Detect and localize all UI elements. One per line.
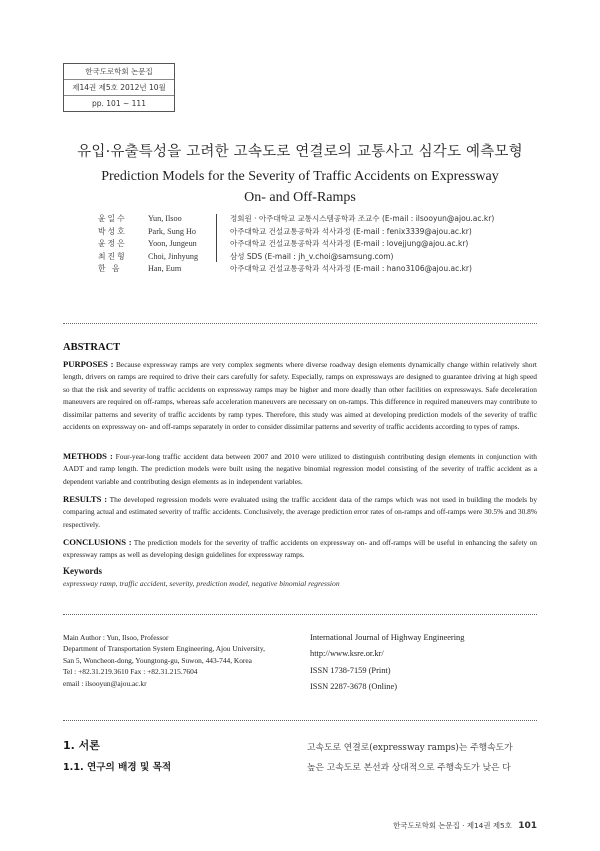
author-affiliations bbox=[230, 213, 494, 276]
journal-publication-info bbox=[310, 630, 464, 696]
abstract-results bbox=[63, 493, 537, 531]
main-author-line: Department of Transportation System Engineering, Ajou University, bbox=[63, 644, 265, 654]
author-affiliation: 아주대학교 건설교통공학과 석사과정 (E-mail : lovejjung@ajou.ac.kr) bbox=[230, 239, 469, 249]
author-kr: 한 음 bbox=[98, 264, 122, 274]
author-divider bbox=[216, 214, 217, 262]
body-text-line: 높은 고속도로 본선과 상대적으로 주행속도가 낮은 다 bbox=[307, 763, 511, 773]
author-kr: 박성호 bbox=[98, 226, 127, 236]
footer-journal-text: 한국도로학회 논문집 · 제14권 제5호 bbox=[393, 821, 512, 830]
title-english bbox=[0, 166, 600, 208]
keywords-heading: Keywords bbox=[63, 566, 102, 576]
author-kr: 윤정은 bbox=[98, 239, 127, 249]
page-number: 101 bbox=[518, 821, 537, 831]
main-author-info bbox=[63, 632, 265, 689]
abstract-purposes bbox=[63, 358, 537, 433]
section-heading: 1. 서론 bbox=[63, 739, 100, 752]
dotted-divider-body bbox=[63, 720, 537, 721]
body-text-line: 고속도로 연결로(expressway ramps)는 주행속도가 bbox=[307, 743, 513, 753]
abstract-conclusions bbox=[63, 536, 537, 562]
results-text: The developed regression models were evaluated using the traffic accident data of the ramps which was not used in building the models by comparing actual and estimated severity of traffic accidents. Conclusively, the average prediction error rates of on-ramps and off-ramps were 30.5% and 30.8% respectively. bbox=[63, 495, 538, 529]
author-en: Yoon, Jungeun bbox=[148, 239, 197, 249]
body-text bbox=[307, 738, 537, 778]
author-en: Choi, Jinhyung bbox=[148, 251, 199, 261]
author-en: Park, Sung Ho bbox=[148, 226, 196, 236]
subsection-heading: 1.1. 연구의 배경 및 목적 bbox=[63, 762, 172, 773]
methods-label: METHODS : bbox=[63, 451, 113, 461]
author-en: Yun, Ilsoo bbox=[148, 214, 182, 223]
title-english-line2: On- and Off-Ramps bbox=[244, 190, 356, 205]
journal-name: 한국도로학회 논문집 bbox=[64, 64, 174, 80]
author-affiliation: 아주대학교 건설교통공학과 석사과정 (E-mail : fenix3339@ajou.ac.kr) bbox=[230, 226, 472, 236]
title-english-line1: Prediction Models for the Severity of Traffic Accidents on Expressway bbox=[101, 169, 499, 184]
author-english-names bbox=[148, 213, 198, 276]
dotted-divider-top bbox=[63, 323, 537, 324]
main-author-line: San 5, Woncheon-dong, Youngtong-gu, Suwon, 443-744, Korea bbox=[63, 655, 252, 665]
journal-info-line: ISSN 2287-3678 (Online) bbox=[310, 682, 398, 692]
purposes-label: PURPOSES : bbox=[63, 359, 114, 369]
author-affiliation: 정회원 · 아주대학교 교통시스템공학과 조교수 (E-mail : ilsooyun@ajou.ac.kr) bbox=[230, 214, 495, 223]
abstract-methods bbox=[63, 450, 537, 488]
journal-info-line: ISSN 1738-7159 (Print) bbox=[310, 665, 391, 675]
author-affiliation: 아주대학교 건설교통공학과 석사과정 (E-mail : hano3106@ajou.ac.kr) bbox=[230, 264, 472, 274]
main-author-line: Tel : +82.31.219.3610 Fax : +82.31.215.7604 bbox=[63, 667, 198, 677]
methods-text: Four-year-long traffic accident data between 2007 and 2010 were utilized to distinguish contributing design elements in conjunction with AADT and ramp length. The prediction models were built using the negative binomial regression model consisting of the severity of traffic accident as a dependent variable and contributing design elements as in independent variables. bbox=[63, 452, 537, 486]
dotted-divider-bottom bbox=[63, 614, 537, 615]
journal-volume: 제14권 제5호 2012년 10월 bbox=[64, 80, 174, 96]
journal-info-line: International Journal of Highway Engineering bbox=[310, 633, 465, 642]
author-affiliation: 삼성 SDS (E-mail : jh_v.choi@samsung.com) bbox=[230, 251, 394, 261]
purposes-text: Because expressway ramps are very complex segments where diverse roadway design elements dynamically change within relatively short length, drivers on ramps are required to drive their cars carefully for safety. Especially, ramps on expressways are designed to guarantee driving at high speed so that the risk and severity of traffic accidents on expressway ramps may be higher and more deadly than other facilities on expressways. Safe deceleration maneuvers are required on off-ramps, whereas safe acceleration maneuvers are necessary on on-ramps. This difference in required maneuvers may contribute to dissimilar patterns and severity of traffic accidents by ramp types. Therefore, this study was aimed at developing prediction models of the severity of traffic accidents on expressway on- and off-ramps separately in order to consider dissimilar patterns and severity of traffic accidents according to types of ramps. bbox=[63, 360, 537, 432]
author-kr: 윤일수 bbox=[98, 214, 127, 223]
author-kr: 최진형 bbox=[98, 251, 127, 261]
journal-info-line: http://www.ksre.or.kr/ bbox=[310, 649, 384, 659]
journal-info-box bbox=[63, 63, 175, 112]
conclusions-label: CONCLUSIONS : bbox=[63, 537, 132, 547]
main-author-line: email : ilsooyun@ajou.ac.kr bbox=[63, 678, 147, 688]
keywords-list: expressway ramp, traffic accident, severity, prediction model, negative binomial regression bbox=[63, 579, 340, 588]
journal-pages: pp. 101 ~ 111 bbox=[92, 99, 146, 108]
conclusions-text: The prediction models for the severity of traffic accidents on expressway on- and off-ramps will be useful in enhancing the safety on expressway ramps as well as developing design guidelines for expressway ramps. bbox=[63, 538, 537, 560]
author-korean-names bbox=[98, 213, 127, 276]
main-author-line: Main Author : Yun, Ilsoo, Professor bbox=[63, 633, 169, 642]
abstract-heading: ABSTRACT bbox=[63, 342, 121, 353]
title-korean: 유입·유출특성을 고려한 고속도로 연결로의 교통사고 심각도 예측모형 bbox=[77, 144, 523, 160]
author-en: Han, Eum bbox=[148, 264, 182, 274]
page-footer bbox=[250, 820, 537, 831]
results-label: RESULTS : bbox=[63, 494, 108, 504]
